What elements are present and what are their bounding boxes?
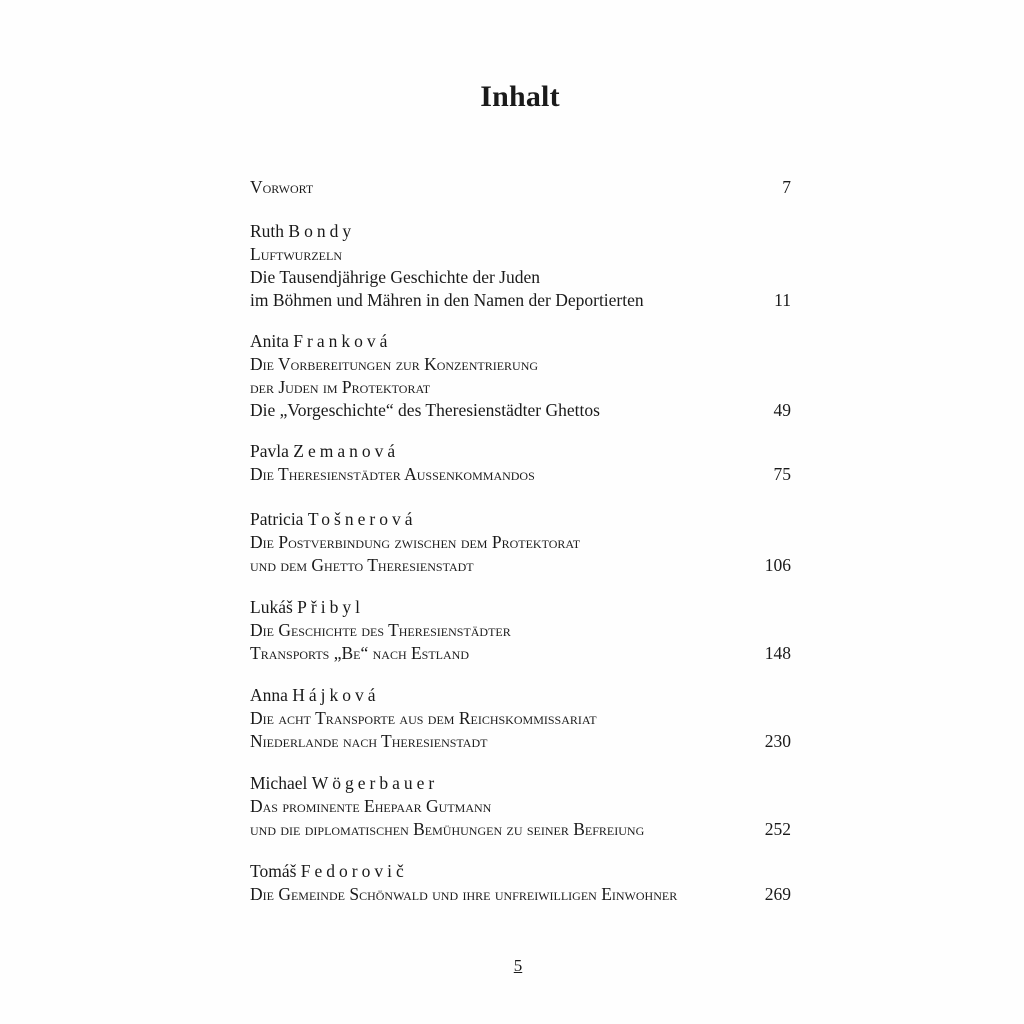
toc-author: [250, 220, 795, 243]
author-first-name: Pavla: [250, 441, 289, 461]
author-first-name: Anna: [250, 685, 288, 705]
toc-author: [250, 508, 795, 531]
toc-page-number: 11: [774, 290, 791, 310]
toc-title-line: der Juden im Protektorat: [250, 377, 431, 397]
author-first-name: Ruth: [250, 221, 285, 241]
toc-title-line: Niederlande nach Theresienstadt: [250, 731, 488, 751]
toc-author: [250, 684, 795, 707]
toc-title-line: Die Gemeinde Schönwald und ihre unfreiwilligen Einwohner: [250, 884, 678, 904]
toc-title-line: Die Postverbindung zwischen dem Protektorat: [250, 532, 581, 552]
page-title: Inhalt: [480, 80, 560, 113]
toc-entry: [250, 508, 795, 577]
toc-author: [250, 772, 795, 795]
author-first-name: Tomáš: [250, 861, 297, 881]
toc-entry: [250, 860, 795, 906]
toc-title-line: Die Vorbereitungen zur Konzentrierung: [250, 354, 539, 374]
toc-title-line: im Böhmen und Mähren in den Namen der Deportierten: [250, 290, 644, 310]
toc-page-number: 252: [764, 819, 791, 839]
toc-author: [250, 330, 795, 353]
toc-entry: [250, 330, 795, 422]
author-first-name: Anita: [250, 331, 289, 351]
toc-title-line: Luftwurzeln: [250, 244, 343, 264]
author-last-name: Franková: [293, 331, 392, 351]
toc-title-line: Die Geschichte des Theresienstädter: [250, 620, 511, 640]
author-last-name: Bondy: [288, 221, 356, 241]
toc-author: [250, 596, 795, 619]
toc-title-line: Vorwort: [250, 177, 314, 197]
toc-entry: [250, 220, 795, 312]
toc-title-line: Das prominente Ehepaar Gutmann: [250, 796, 492, 816]
toc-entry: [250, 596, 795, 665]
author-last-name: Fedorovič: [300, 861, 408, 881]
author-last-name: Wögerbauer: [311, 773, 439, 793]
toc-title-line: und dem Ghetto Theresienstadt: [250, 555, 474, 575]
toc-entry: [250, 772, 795, 841]
author-last-name: Zemanová: [293, 441, 400, 461]
author-first-name: Lukáš: [250, 597, 293, 617]
toc-page-number: 106: [764, 555, 791, 575]
toc-page-number: 148: [764, 643, 791, 663]
toc-page-number: 7: [782, 177, 791, 197]
toc-title-line: Die „Vorgeschichte“ des Theresienstädter Ghettos: [250, 400, 600, 420]
toc-entry: [250, 684, 795, 753]
author-first-name: Patricia: [250, 509, 304, 529]
author-last-name: Přibyl: [297, 597, 364, 617]
toc-entry: [250, 440, 795, 486]
toc-page-number: 269: [764, 884, 791, 904]
author-last-name: Hájková: [292, 685, 380, 705]
toc-page-number: 49: [773, 400, 791, 420]
toc-page-number: 230: [764, 731, 791, 751]
page-number: 5: [513, 956, 523, 975]
toc-title-line: Die Theresienstädter Außenkommandos: [250, 464, 535, 484]
toc-title-line: Die acht Transporte aus dem Reichskommissariat: [250, 708, 597, 728]
author-first-name: Michael: [250, 773, 308, 793]
toc-title-line: Transports „Be“ nach Estland: [250, 643, 470, 663]
toc-author: [250, 440, 795, 463]
author-last-name: Tošnerová: [307, 509, 417, 529]
toc-entry: [250, 176, 795, 199]
toc-title-line: und die diplomatischen Bemühungen zu seiner Befreiung: [250, 819, 645, 839]
toc-title-line: Die Tausendjährige Geschichte der Juden: [250, 267, 541, 287]
toc-author: [250, 860, 795, 883]
toc-page-number: 75: [773, 464, 791, 484]
